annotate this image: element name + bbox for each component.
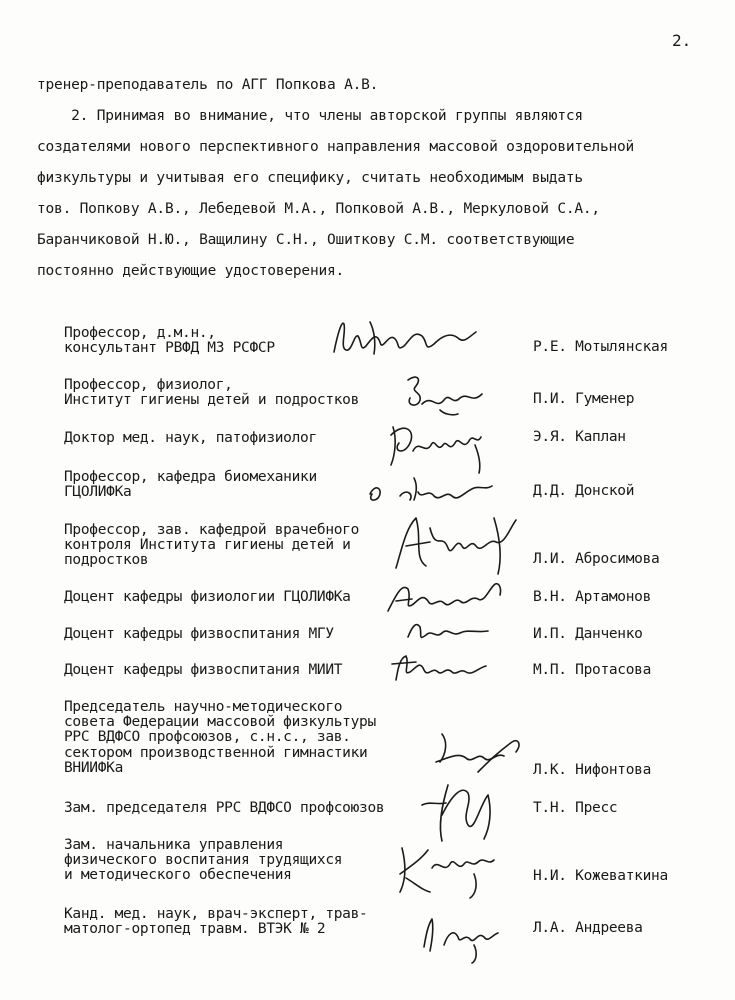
signatory-title: Зам. начальника управления физического воспитания трудящихся и методического обеспечения xyxy=(64,837,343,884)
text-line: создателями нового перспективного направления массовой оздоровительной xyxy=(37,139,635,155)
signatory-title: Доктор мед. наук, патофизиолог xyxy=(64,430,317,446)
signatory-name: Н.И. Кожеваткина xyxy=(533,868,668,884)
signatory-name: В.Н. Артамонов xyxy=(533,589,652,605)
text-line: тов. Попкову А.В., Лебедевой М.А., Попковой А.В., Меркуловой С.А., xyxy=(37,201,600,217)
text-line: физкультуры и учитывая его специфику, считать необходимым выдать xyxy=(37,170,583,186)
signatory-title: Зам. председателя РРС ВДФСО профсоюзов xyxy=(64,800,385,816)
signatory-name: Э.Я. Каплан xyxy=(533,429,626,445)
signatory-name: Л.И. Абросимова xyxy=(533,551,660,567)
handwritten-signature xyxy=(400,615,500,645)
handwritten-signature xyxy=(418,775,518,845)
text-line: тренер-преподаватель по АГГ Попкова А.В. xyxy=(37,77,379,93)
signatory-title: Доцент кафедры физвоспитания МГУ xyxy=(64,626,334,642)
signatory-title: Канд. мед. наук, врач-эксперт, трав- матолог-ортопед травм. ВТЭК № 2 xyxy=(64,906,368,938)
signatory-name: М.П. Протасова xyxy=(533,662,652,678)
signatory-title: Профессор, физиолог, Институт гигиены детей и подростков xyxy=(64,377,360,409)
handwritten-signature xyxy=(385,415,495,475)
signatory-name: П.И. Гуменер xyxy=(533,391,635,407)
handwritten-signature xyxy=(330,312,480,362)
signatory-name: Р.Е. Мотылянская xyxy=(533,339,668,355)
handwritten-signature xyxy=(418,905,508,965)
handwritten-signature xyxy=(392,838,500,898)
handwritten-signature xyxy=(392,370,492,420)
signatory-title: Доцент кафедры физвоспитания МИИТ xyxy=(64,662,343,678)
signatory-title: Доцент кафедры физиологии ГЦОЛИФКа xyxy=(64,589,351,605)
page-number: 2. xyxy=(672,31,692,50)
signatory-name: Л.К. Нифонтова xyxy=(533,762,652,778)
handwritten-signature xyxy=(386,508,521,578)
signatory-title: Профессор, д.м.н., консультант РВФД МЗ РСФСР xyxy=(64,325,275,357)
signatory-name: И.П. Данченко xyxy=(533,626,643,642)
handwritten-signature xyxy=(358,468,498,508)
signatory-title: Профессор, зав. кафедрой врачебного контроля Института гигиены детей и подростков xyxy=(64,522,360,569)
signatory-title: Профессор, кафедра биомеханики ГЦОЛИФКа xyxy=(64,469,317,501)
handwritten-signature xyxy=(386,648,498,688)
signatory-name: Л.А. Андреева xyxy=(533,920,643,936)
signatory-name: Д.Д. Донской xyxy=(533,483,635,499)
signatory-name: Т.Н. Пресс xyxy=(533,800,618,816)
text-line: 2. Принимая во внимание, что члены авторской группы являются xyxy=(37,108,583,124)
text-line: Баранчиковой Н.Ю., Ващилину С.Н., Ошиткову С.М. соответствующие xyxy=(37,232,575,248)
handwritten-signature xyxy=(382,575,512,620)
text-line: постоянно действующие удостоверения. xyxy=(37,263,345,279)
signatory-title: Председатель научно-методического совета Федерации массовой физкультуры РРС ВДФСО профсоюзов, с.н.с., зав. сектором производственной гимнастики ВНИИФКа xyxy=(64,699,376,776)
